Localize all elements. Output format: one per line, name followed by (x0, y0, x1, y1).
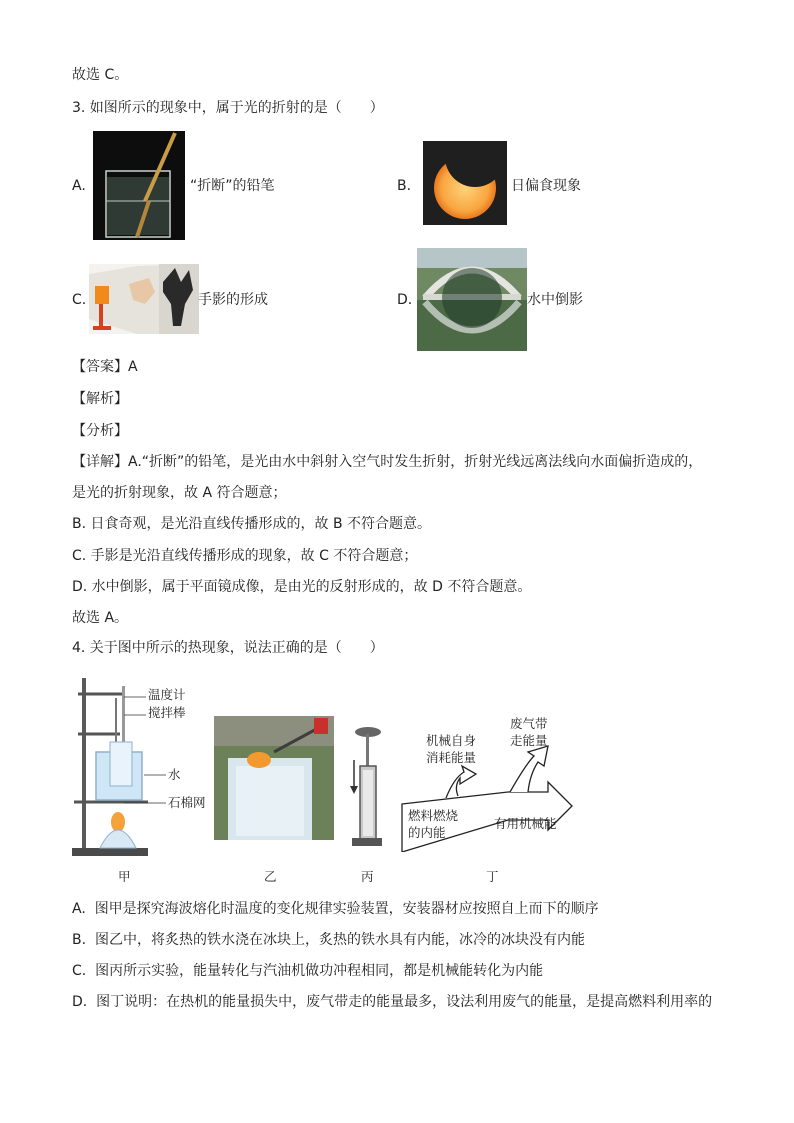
q3-detail-line-4: C. 手影是光沿直线传播形成的现象，故 C 不符合题意； (72, 548, 418, 564)
q3-detail-line-2: 是光的折射现象，故 A 符合题意； (72, 485, 287, 501)
caption-yi: 乙 (264, 869, 277, 884)
q4-option-c-letter: C. (72, 963, 87, 979)
label-exhaust-1: 废气带 (510, 716, 548, 731)
answer-tag: 【答案】 (72, 359, 128, 375)
q3-option-b-caption: 日偏食现象 (511, 178, 581, 194)
previous-conclusion: 故选 C。 (72, 67, 129, 83)
caption-jia: 甲 (118, 869, 131, 884)
label-self-loss-1: 机械自身 (426, 733, 477, 748)
q4-option-a-text: 图甲是探究海波熔化时温度的变化规律实验装置，安装器材应按照自上而下的顺序 (94, 901, 599, 917)
q3-option-c-caption: 手影的形成 (198, 292, 268, 308)
q3-answer (72, 357, 138, 377)
q3-option-a-letter: A. (72, 178, 86, 194)
label-self-loss-2: 消耗能量 (426, 750, 477, 765)
q3-detail-line-5: D. 水中倒影，属于平面镜成像，是由光的反射形成的，故 D 不符合题意。 (72, 579, 532, 595)
q4-option-b-text: 图乙中，将炙热的铁水浇在冰块上，炙热的铁水具有内能，冰冷的冰块没有内能 (94, 932, 585, 948)
q3-stem: 3. 如图所示的现象中，属于光的折射的是（ ） (72, 100, 384, 116)
fig-bing-fire-piston (348, 726, 382, 850)
q3-detail-line-3: B. 日食奇观，是光沿直线传播形成的，故 B 不符合题意。 (72, 516, 432, 532)
answer-value: A (128, 359, 138, 375)
q4-option-b (72, 930, 585, 950)
label-useful: 有用机械能 (494, 816, 557, 831)
q4-option-d-text: 图丁说明：在热机的能量损失中，废气带走的能量最多，设法利用废气的能量，是提高燃料利用率的 (96, 994, 713, 1010)
caption-bing: 丙 (361, 869, 374, 884)
q3-option-c-letter: C. (72, 292, 87, 308)
q3-option-d-image (417, 248, 527, 351)
q3-conclusion: 故选 A。 (72, 610, 129, 626)
label-water: 水 (168, 767, 181, 782)
q4-option-d (72, 992, 712, 1012)
q3-fenxi-tag: 【分析】 (72, 423, 128, 439)
label-fuel-2: 的内能 (408, 825, 446, 840)
label-exhaust-2: 走能量 (510, 733, 548, 748)
fig-yi-photo (214, 716, 334, 840)
caption-ding: 丁 (486, 869, 499, 884)
q3-option-b-letter: B. (397, 178, 412, 194)
q4-stem: 4. 关于图中所示的热现象，说法正确的是（ ） (72, 640, 384, 656)
q4-option-a-letter: A. (72, 901, 86, 917)
q3-analysis-tag: 【解析】 (72, 391, 128, 407)
label-fuel-1: 燃料燃烧 (408, 808, 459, 823)
q4-option-c (72, 961, 543, 981)
label-thermometer: 温度计 (148, 687, 186, 702)
q3-option-b-image (423, 141, 507, 225)
q3-option-d-letter: D. (397, 292, 413, 308)
q4-option-c-text: 图丙所示实验，能量转化与汽油机做功冲程相同，都是机械能转化为内能 (95, 963, 544, 979)
q4-option-d-letter: D. (72, 994, 88, 1010)
q3-option-c-image (89, 264, 199, 334)
q3-option-a-image (93, 131, 185, 240)
detail-line-1-text: A.“折断”的铅笔，是光由水中斜射入空气时发生折射，折射光线远离法线向水面偏折造成的， (128, 454, 703, 470)
detail-tag: 【详解】 (72, 454, 128, 470)
q3-option-d-caption: 水中倒影 (527, 292, 583, 308)
q4-option-b-letter: B. (72, 932, 87, 948)
label-gauze: 石棉网 (168, 795, 206, 810)
q3-detail-line-1 (72, 452, 702, 472)
jia-leader-lines (124, 692, 170, 806)
q4-option-a (72, 899, 599, 919)
q3-option-a-caption: “折断”的铅笔 (190, 178, 275, 194)
label-stirrer: 搅拌棒 (148, 705, 186, 720)
